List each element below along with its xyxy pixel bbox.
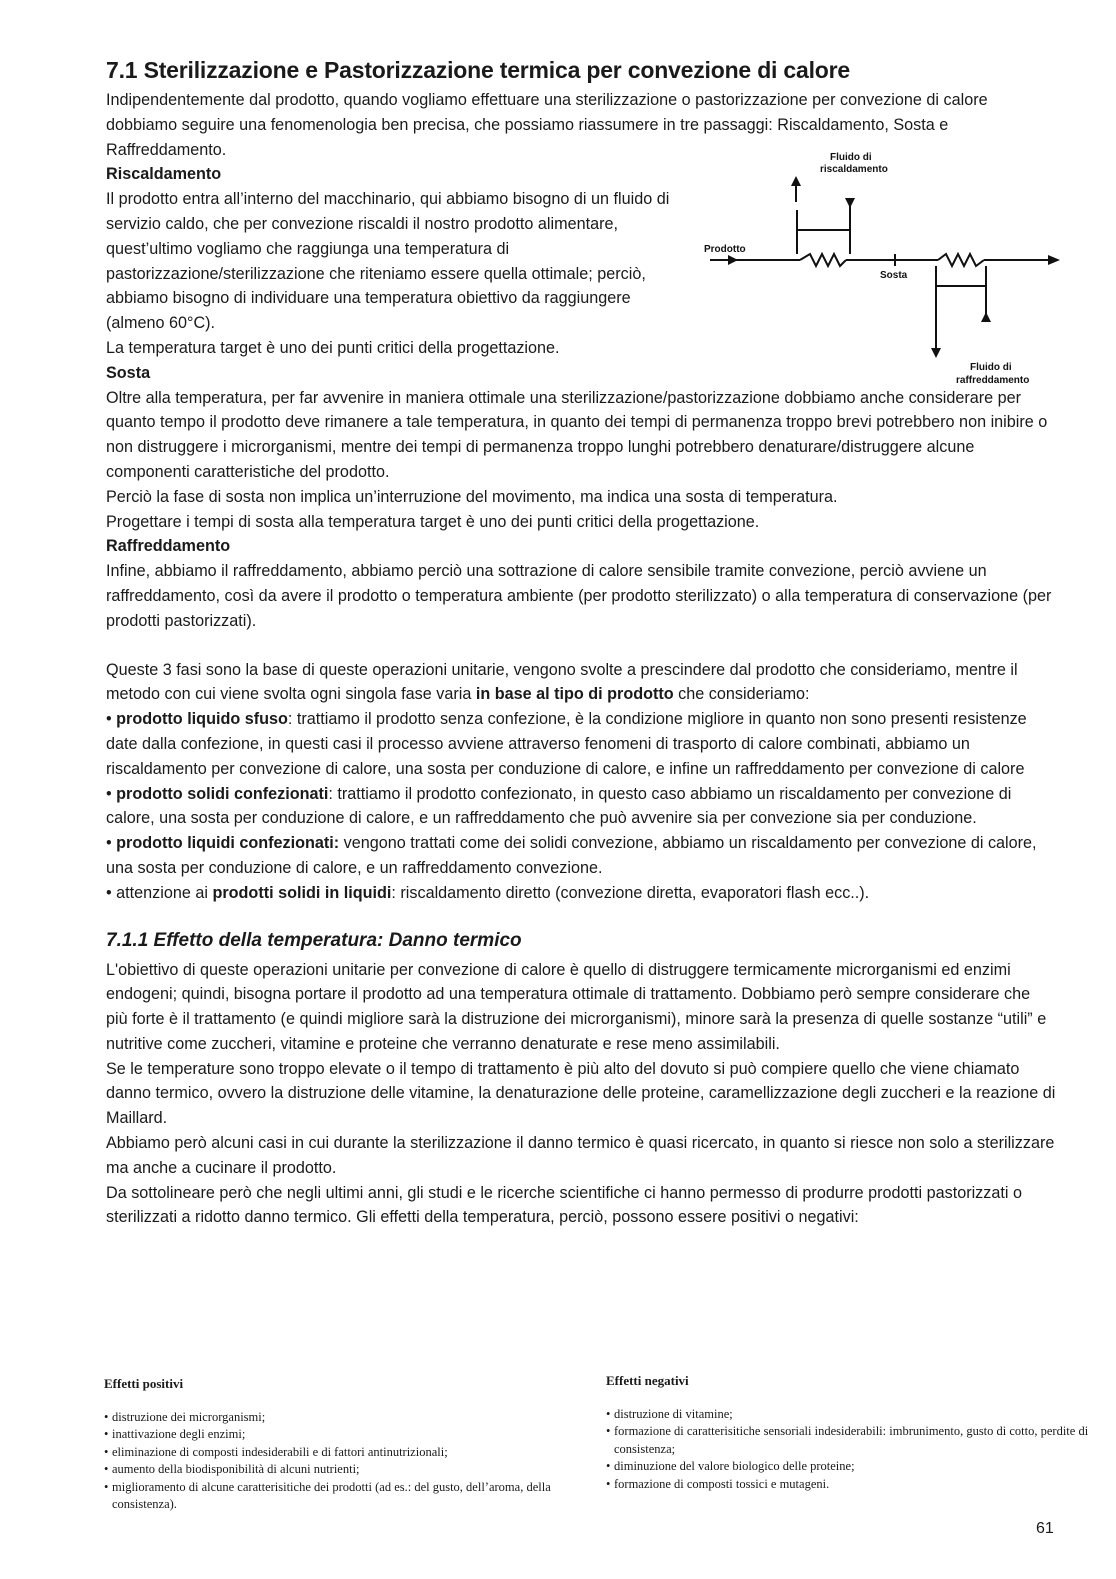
- list-item: • formazione di composti tossici e mutageni.: [606, 1476, 1102, 1494]
- bullet-item: • prodotto liquidi confezionati: vengono trattati come dei solidi convezione, abbiamo un riscaldamento per convezione di calore, una sosta per conduzione di calore, e un raffreddamento convezione.: [106, 834, 1037, 877]
- sosta-heading: Sosta: [106, 363, 151, 382]
- sosta-note-2: Progettare i tempi di sosta alla temperatura target è uno dei punti critici della progettazione.: [106, 512, 760, 531]
- diagram-label: Fluido di: [970, 362, 1012, 373]
- bullet-item: • prodotto solidi confezionati: trattiamo il prodotto confezionato, in questo caso abbiamo un riscaldamento per convezione di calore, una sosta per conduzione di calore, e un raffreddamento che può avvenire sia per convezione sia per conduzione.: [106, 784, 1012, 828]
- diagram-label: raffreddamento: [956, 375, 1030, 386]
- subsection-paragraph-2: Se le temperature sono troppo elevate o il tempo di trattamento è più alto del dovuto si può compiere quello che viene chiamato danno termico, ovvero la distruzione delle vitamine, la denaturazione delle proteine, caramellizzazione degli zuccheri e la reazione di Maillard.: [106, 1059, 1056, 1128]
- riscaldamento-note: La temperatura target è uno dei punti critici della progettazione.: [106, 338, 560, 357]
- arrow-icon: [931, 348, 941, 358]
- subsection-title: 7.1.1 Effetto della temperatura: Danno termico: [106, 929, 522, 951]
- diagram-label: Sosta: [880, 270, 908, 281]
- arrow-icon: [728, 255, 738, 265]
- list-item: • distruzione dei microrganismi;: [104, 1409, 604, 1427]
- diagram-label: riscaldamento: [820, 164, 888, 175]
- subsection-paragraph-3: Abbiamo però alcuni casi in cui durante la sterilizzazione il danno termico è quasi ricercato, in quanto si riesce non solo a sterilizzare ma anche a cucinare il prodotto.: [106, 1134, 1055, 1177]
- section-title: 7.1 Sterilizzazione e Pastorizzazione termica per convezione di calore: [106, 57, 850, 83]
- effetti-negativi-heading: Effetti negativi: [606, 1373, 689, 1388]
- diagram-label: Fluido di: [830, 152, 872, 163]
- list-item: • miglioramento di alcune caratterisitiche dei prodotti (ad es.: del gusto, dell’aroma, della consistenza).: [104, 1479, 604, 1514]
- subsection-paragraph-1: L'obiettivo di queste operazioni unitarie per convezione di calore è quello di distruggere termicamente microrganismi ed enzimi endogeni; quindi, bisogna portare il prodotto ad una temperatura ottimale di trattamento. Dobbiamo però sempre considerare che più forte è il trattamento (e quindi migliore sarà la distruzione dei microrganismi), minore sarà la presenza di quelle sostanze “utili” e nutritive come zuccheri, vitamine e proteine che verranno denaturate e rese meno assimilabili.: [106, 960, 1047, 1053]
- riscaldamento-text: Il prodotto entra all’interno del macchinario, qui abbiamo bisogno di un fluido di servizio caldo, che per convezione riscaldi il nostro prodotto alimentare, quest’ultimo vogliamo che raggiunga una temperatura di pastorizzazione/sterilizzazione che riteniamo essere quella ottimale; perciò, abbiamo bisogno di individuare una temperatura obiettivo da raggiungere (almeno 60°C).: [106, 190, 670, 333]
- effetti-negativi-list: [606, 1406, 1102, 1494]
- list-item: • inattivazione degli enzimi;: [104, 1426, 604, 1444]
- arrow-icon: [981, 312, 991, 322]
- bullet-item: • prodotto liquido sfuso: trattiamo il prodotto senza confezione, è la condizione migliore in quanto non sono presenti resistenze date dalla confezione, in questi casi il processo avviene attraverso fenomeni di trasporto di calore combinati, abbiamo un riscaldamento per convezione di calore, una sosta per conduzione di calore, e infine un raffreddamento per convezione di calore: [106, 710, 1027, 778]
- arrow-icon: [1048, 255, 1060, 265]
- effetti-negativi: [606, 1372, 1102, 1493]
- sosta-note-1: Perciò la fase di sosta non implica un’interruzione del movimento, ma indica una sosta di temperatura.: [106, 487, 838, 506]
- cooling-loop: [936, 266, 986, 286]
- heating-loop: [797, 230, 850, 254]
- effetti-positivi: [104, 1375, 604, 1514]
- cooling-coil: [938, 254, 984, 266]
- effetti-positivi-heading: Effetti positivi: [104, 1376, 184, 1391]
- bullet-item: • attenzione ai prodotti solidi in liquidi: riscaldamento diretto (convezione diretta, evaporatori flash ecc..).: [106, 883, 870, 902]
- riscaldamento-heading: Riscaldamento: [106, 165, 222, 184]
- list-item: • distruzione di vitamine;: [606, 1406, 1102, 1424]
- raffreddamento-heading: Raffreddamento: [106, 537, 231, 556]
- page-number: 61: [1036, 1520, 1054, 1537]
- arrow-icon: [791, 176, 801, 186]
- sosta-text: Oltre alla temperatura, per far avvenire in maniera ottimale una sterilizzazione/pastorizzazione dobbiamo anche considerare per quanto tempo il prodotto deve rimanere a tale temperatura, in quanto dei tempi di permanenza troppo brevi potrebbero non inibire o non distruggere i microrganismi, mentre dei tempi di permanenza troppo lunghi potrebbero denaturare/distruggere alcune componenti caratteristiche del prodotto.: [106, 388, 1048, 481]
- heating-coil: [800, 254, 846, 266]
- list-item: • diminuzione del valore biologico delle proteine;: [606, 1458, 1102, 1476]
- subsection-paragraph-4: Da sottolineare però che negli ultimi anni, gli studi e le ricerche scientifiche ci hanno permesso di produrre prodotti pastorizzati o sterilizzati a ridotto danno termico. Gli effetti della temperatura, perciò, possono essere positivi o negativi:: [106, 1183, 1022, 1227]
- raffreddamento-text: Infine, abbiamo il raffreddamento, abbiamo perciò una sottrazione di calore sensibile tramite convezione, perciò avviene un raffreddamento, così da avere il prodotto o temperatura ambiente (per prodotto sterilizzato) o alla temperatura di conservazione (per prodotti pastorizzati).: [106, 562, 1052, 630]
- intro-paragraph: Indipendentemente dal prodotto, quando vogliamo effettuare una sterilizzazione o pastorizzazione per convezione di calore dobbiamo seguire una fenomenologia ben precisa, che possiamo riassumere in tre passaggi: Riscaldamento, Sosta e Raffreddamento.: [106, 91, 988, 159]
- diagram-label: Prodotto: [704, 244, 746, 255]
- phases-paragraph: Queste 3 fasi sono la base di queste operazioni unitarie, vengono svolte a prescindere dal prodotto che consideriamo, mentre il metodo con cui viene svolta ogni singola fase varia in base al tipo di prodotto che consideriamo:: [106, 660, 1018, 704]
- process-diagram: [700, 150, 1070, 390]
- list-item: • aumento della biodisponibilità di alcuni nutrienti;: [104, 1461, 604, 1479]
- list-item: • formazione di caratterisitiche sensoriali indesiderabili: imbrunimento, gusto di cotto, perdite di consistenza;: [606, 1423, 1102, 1458]
- arrow-icon: [845, 198, 855, 208]
- list-item: • eliminazione di composti indesiderabili e di fattori antinutrizionali;: [104, 1444, 604, 1462]
- effetti-positivi-list: [104, 1409, 604, 1514]
